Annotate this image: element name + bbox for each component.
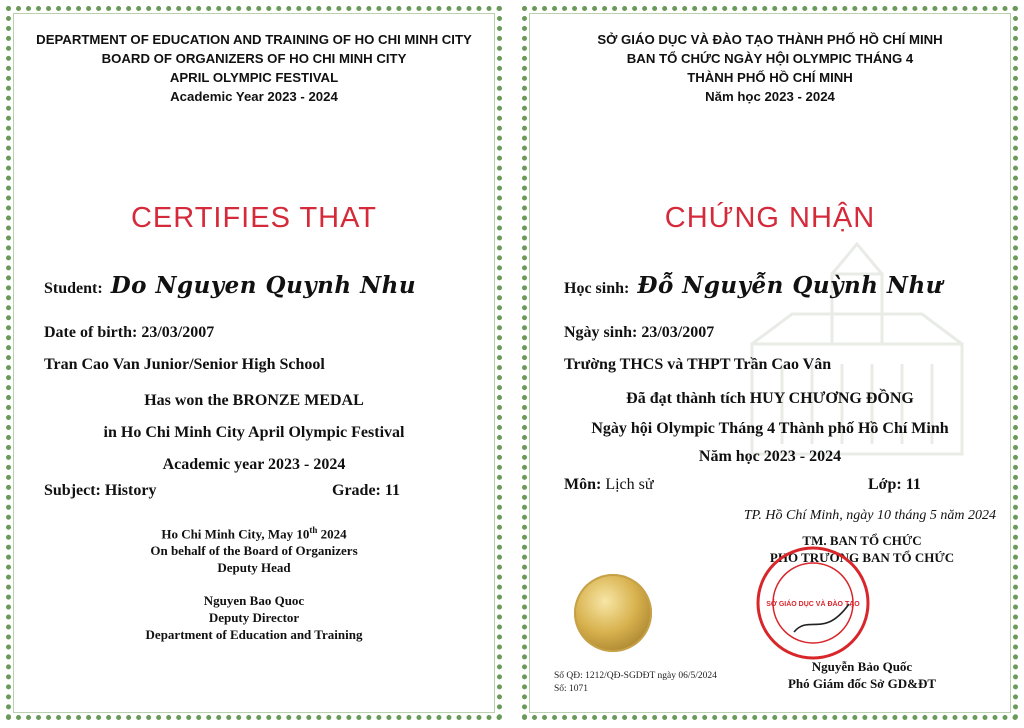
signer-title: Phó Giám đốc Sở GD&ĐT	[787, 676, 937, 691]
certificate-title: CERTIFIES THAT	[130, 202, 378, 234]
subject-row	[44, 482, 156, 500]
dob-value: 23/03/2007	[641, 324, 715, 341]
signer-org: Department of Education and Training	[145, 627, 363, 643]
serial-number: Số: 1071	[554, 684, 589, 694]
gold-seal	[574, 574, 652, 652]
on-behalf: On behalf of the Board of Organizers	[150, 543, 358, 559]
award-line-2: Ngày hội Olympic Tháng 4 Thành phố Hồ Chí Minh	[591, 420, 949, 437]
student-row	[564, 272, 943, 299]
header-line: BOARD OF ORGANIZERS OF HO CHI MINH CITY	[101, 51, 407, 66]
decision-number: Số QĐ: 1212/QĐ-SGDĐT ngày 06/5/2024	[554, 671, 717, 681]
header-line: BAN TỔ CHỨC NGÀY HỘI OLYMPIC THÁNG 4	[626, 51, 914, 66]
student-name: Đỗ Nguyễn Quỳnh Như	[637, 272, 943, 299]
subject-value: History	[104, 482, 157, 499]
school-name: Trường THCS và THPT Trần Cao Vân	[564, 356, 832, 373]
place-date: Ho Chi Minh City, May 10th 2024	[161, 525, 347, 542]
stamp-text: SỞ GIÁO DỤC VÀ ĐÀO TẠO	[766, 601, 860, 608]
award-line-1: Has won the BRONZE MEDAL	[144, 392, 364, 409]
signer-block	[712, 658, 1012, 692]
student-name: Do Nguyen Quynh Nhu	[110, 272, 417, 299]
signer-name: Nguyen Bao Quoc	[203, 593, 305, 609]
subject-value: Lịch sử	[605, 476, 654, 493]
issuer-header	[16, 30, 492, 106]
dob-label: Ngày sinh:	[564, 324, 638, 341]
signature-block	[6, 522, 502, 643]
official-red-stamp	[754, 544, 872, 662]
award-line-3: Academic year 2023 - 2024	[162, 456, 346, 473]
award-line-1: Đã đạt thành tích HUY CHƯƠNG ĐỒNG	[626, 390, 914, 407]
decision-info	[554, 670, 717, 696]
dob-row	[564, 324, 714, 342]
deputy-head: PHÓ TRƯỞNG BAN TỔ CHỨC	[769, 550, 955, 565]
certificate-vietnamese	[522, 6, 1018, 720]
dob-row	[44, 324, 214, 342]
signer-title: Deputy Director	[208, 610, 300, 626]
subject-label: Subject:	[44, 482, 101, 499]
dob-label: Date of birth:	[44, 324, 138, 341]
subject-label: Môn:	[564, 476, 602, 493]
grade-row	[332, 482, 400, 500]
header-line: SỞ GIÁO DỤC VÀ ĐÀO TẠO THÀNH PHỐ HỒ CHÍ MINH	[597, 32, 943, 47]
issuer-header	[532, 30, 1008, 106]
subject-row	[564, 476, 654, 494]
award-line-2: in Ho Chi Minh City April Olympic Festival	[103, 424, 405, 441]
student-label: Student:	[44, 280, 103, 297]
certificate-title: CHỨNG NHẬN	[664, 202, 876, 234]
grade-value: 11	[384, 482, 400, 499]
place-date: TP. Hồ Chí Minh, ngày 10 tháng 5 năm 2024	[743, 508, 996, 523]
certificate-english	[6, 6, 502, 720]
school-name: Tran Cao Van Junior/Senior High School	[44, 356, 325, 373]
dob-value: 23/03/2007	[141, 324, 215, 341]
header-line: DEPARTMENT OF EDUCATION AND TRAINING OF HO CHI MINH CITY	[36, 32, 472, 47]
grade-row	[868, 476, 921, 494]
on-behalf: TM. BAN TỔ CHỨC	[802, 533, 922, 548]
grade-label: Lớp:	[868, 476, 902, 493]
deputy-head: Deputy Head	[217, 560, 291, 576]
header-line: Academic Year 2023 - 2024	[170, 89, 338, 104]
header-line: THÀNH PHỐ HỒ CHÍ MINH	[687, 70, 853, 85]
header-line: Năm học 2023 - 2024	[705, 89, 835, 104]
student-label: Học sinh:	[564, 280, 630, 297]
signer-name: Nguyễn Bảo Quốc	[811, 659, 913, 674]
grade-value: 11	[905, 476, 921, 493]
header-line: APRIL OLYMPIC FESTIVAL	[169, 70, 339, 85]
grade-label: Grade:	[332, 482, 381, 499]
award-line-3: Năm học 2023 - 2024	[698, 448, 842, 465]
student-row	[44, 272, 416, 299]
